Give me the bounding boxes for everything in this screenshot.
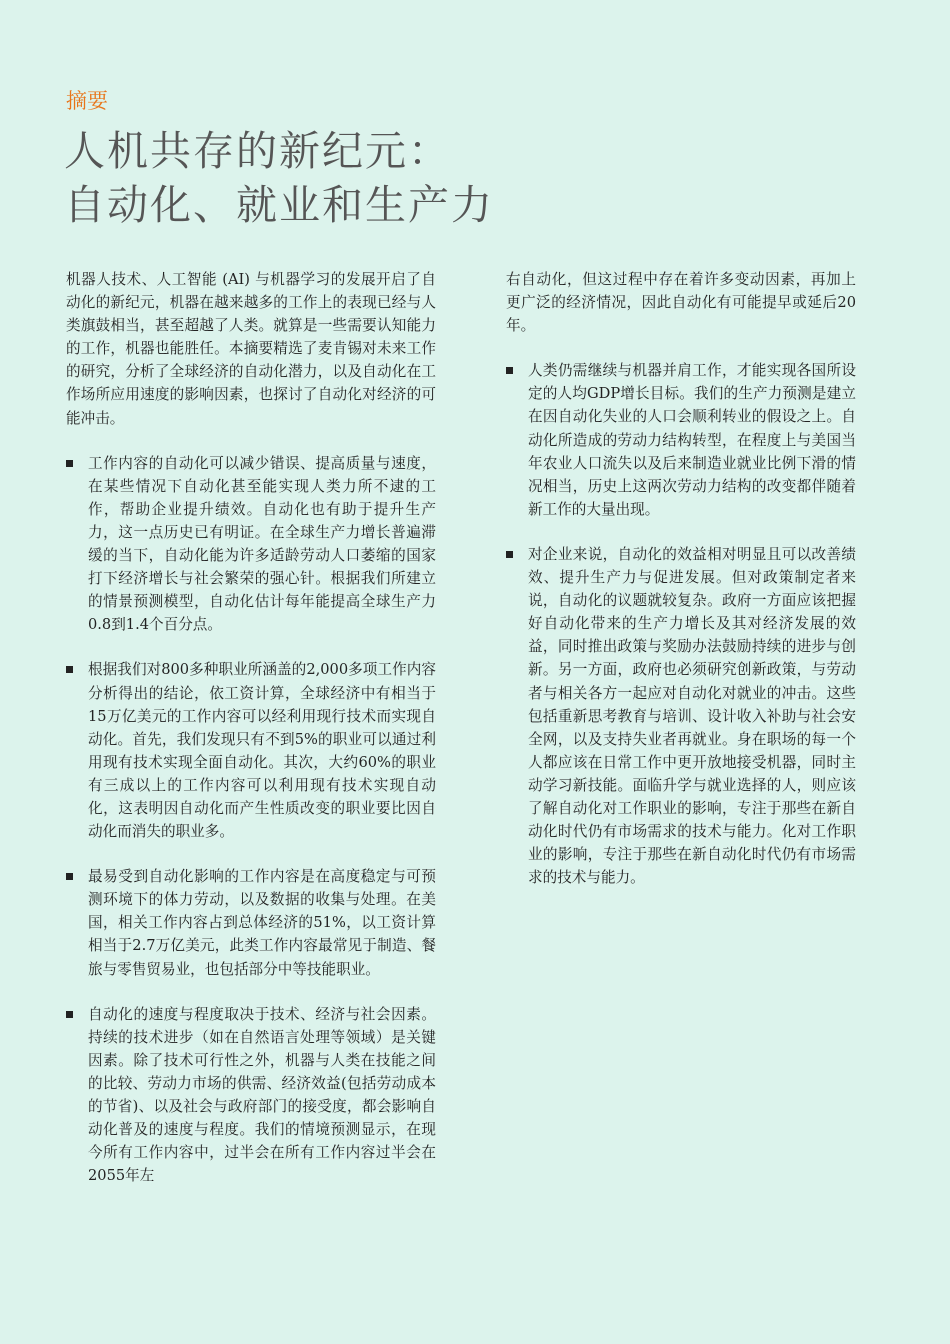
title-line-2: 自动化、就业和生产力	[64, 181, 494, 229]
intro-paragraph: 机器人技术、人工智能 (AI) 与机器学习的发展开启了自动化的新纪元，机器在越来越多的工作上的表现已经与人类旗鼓相当，甚至超越了人类。就算是一些需要认知能力的工作，机器也能胜任。本摘要精选了麦肯锡对未来工作的研究，分析了全球经济的自动化潜力，以及自动化在工作场所应用速度的影响因素，也探讨了自动化对经济的可能冲击。	[66, 271, 436, 427]
continuation-paragraph: 右自动化，但这过程中存在着许多变动因素，再加上更广泛的经济情况，因此自动化有可能提早或延后20年。	[506, 271, 856, 335]
list-item-text: 自动化的速度与程度取决于技术、经济与社会因素。持续的技术进步（如在自然语言处理等领域）是关键因素。除了技术可行性之外，机器与人类在技能之间的比较、劳动力市场的供需、经济效益(包括劳动成本的节省)、以及社会与政府部门的接受度，都会影响自动化普及的速度与程度。我们的情境预测显示，在现今所有工作内容中，过半会在所有工作内容过半会在2055年左	[88, 1005, 436, 1185]
list-item	[506, 359, 856, 521]
list-item-text: 对企业来说，自动化的效益相对明显且可以改善绩效、提升生产力与促进发展。但对政策制定者来说，自动化的议题就较复杂。政府一方面应该把握好自动化带来的生产力增长及其对经济发展的效益，同时推出政策与奖励办法鼓励持续的进步与创新。另一方面，政府也必须研究创新政策，与劳动者与相关各方一起应对自动化对就业的冲击。这些包括重新思考教育与培训、设计收入补助与社会安全网，以及支持失业者再就业。身在职场的每一个人都应该在日常工作中更开放地接受机器，同时主动学习新技能。面临升学与就业选择的人，则应该了解自动化对工作职业的影响，专注于那些在新自动化时代仍有市场需求的技术与能力。化对工作职业的影响，专注于那些在新自动化时代仍有市场需求的技术与能力。	[528, 545, 856, 887]
right-bullet-list	[506, 359, 856, 889]
list-item-text: 最易受到自动化影响的工作内容是在高度稳定与可预测环境下的体力劳动，以及数据的收集与处理。在美国，相关工作内容占到总体经济的51%，以工资计算相当于2.7万亿美元，此类工作内容最常见于制造、餐旅与零售贸易业，也包括部分中等技能职业。	[88, 868, 436, 978]
list-item	[66, 865, 436, 980]
bullet-square-icon	[506, 367, 513, 374]
bullet-square-icon	[66, 460, 73, 467]
list-item	[66, 1003, 436, 1188]
title-line-1: 人机共存的新纪元：	[64, 127, 451, 175]
page-title	[64, 124, 494, 232]
list-item-text: 人类仍需继续与机器并肩工作，才能实现各国所设定的人均GDP增长目标。我们的生产力预测是建立在因自动化失业的人口会顺利转业的假设之上。自动化所造成的劳动力结构转型，在程度上与美国当年农业人口流失以及后来制造业就业比例下滑的情况相当，历史上这两次劳动力结构的改变都伴随着新工作的大量出现。	[528, 362, 856, 518]
bullet-square-icon	[66, 1011, 73, 1018]
bullet-square-icon	[506, 551, 513, 558]
bullet-square-icon	[66, 873, 73, 880]
list-item-text: 工作内容的自动化可以减少错误、提高质量与速度，在某些情况下自动化甚至能实现人类力所不逮的工作，帮助企业提升绩效。自动化也有助于提升生产力，这一点历史已有明证。在全球生产力增长普遍滞缓的当下，自动化能为许多适龄劳动人口萎缩的国家打下经济增长与社会繁荣的强心针。根据我们所建立的情景预测模型，自动化估计每年能提高全球生产力0.8到1.4个百分点。	[88, 454, 436, 634]
left-bullet-list	[66, 452, 436, 1188]
list-item	[66, 658, 436, 843]
list-item	[506, 543, 856, 889]
list-item	[66, 452, 436, 637]
left-column	[66, 268, 436, 1209]
section-label: 摘要	[66, 89, 108, 113]
bullet-square-icon	[66, 666, 73, 673]
list-item-text: 根据我们对800多种职业所涵盖的2,000多项工作内容分析得出的结论，依工资计算，全球经济中有相当于15万亿美元的工作内容可以经利用现行技术而实现自动化。首先，我们发现只有不到5%的职业可以通过利用现有技术实现全面自动化。其次，大约60%的职业有三成以上的工作内容可以利用现有技术实现自动化，这表明因自动化而产生性质改变的职业要比因自动化而消失的职业多。	[88, 661, 436, 841]
right-column	[506, 268, 856, 911]
